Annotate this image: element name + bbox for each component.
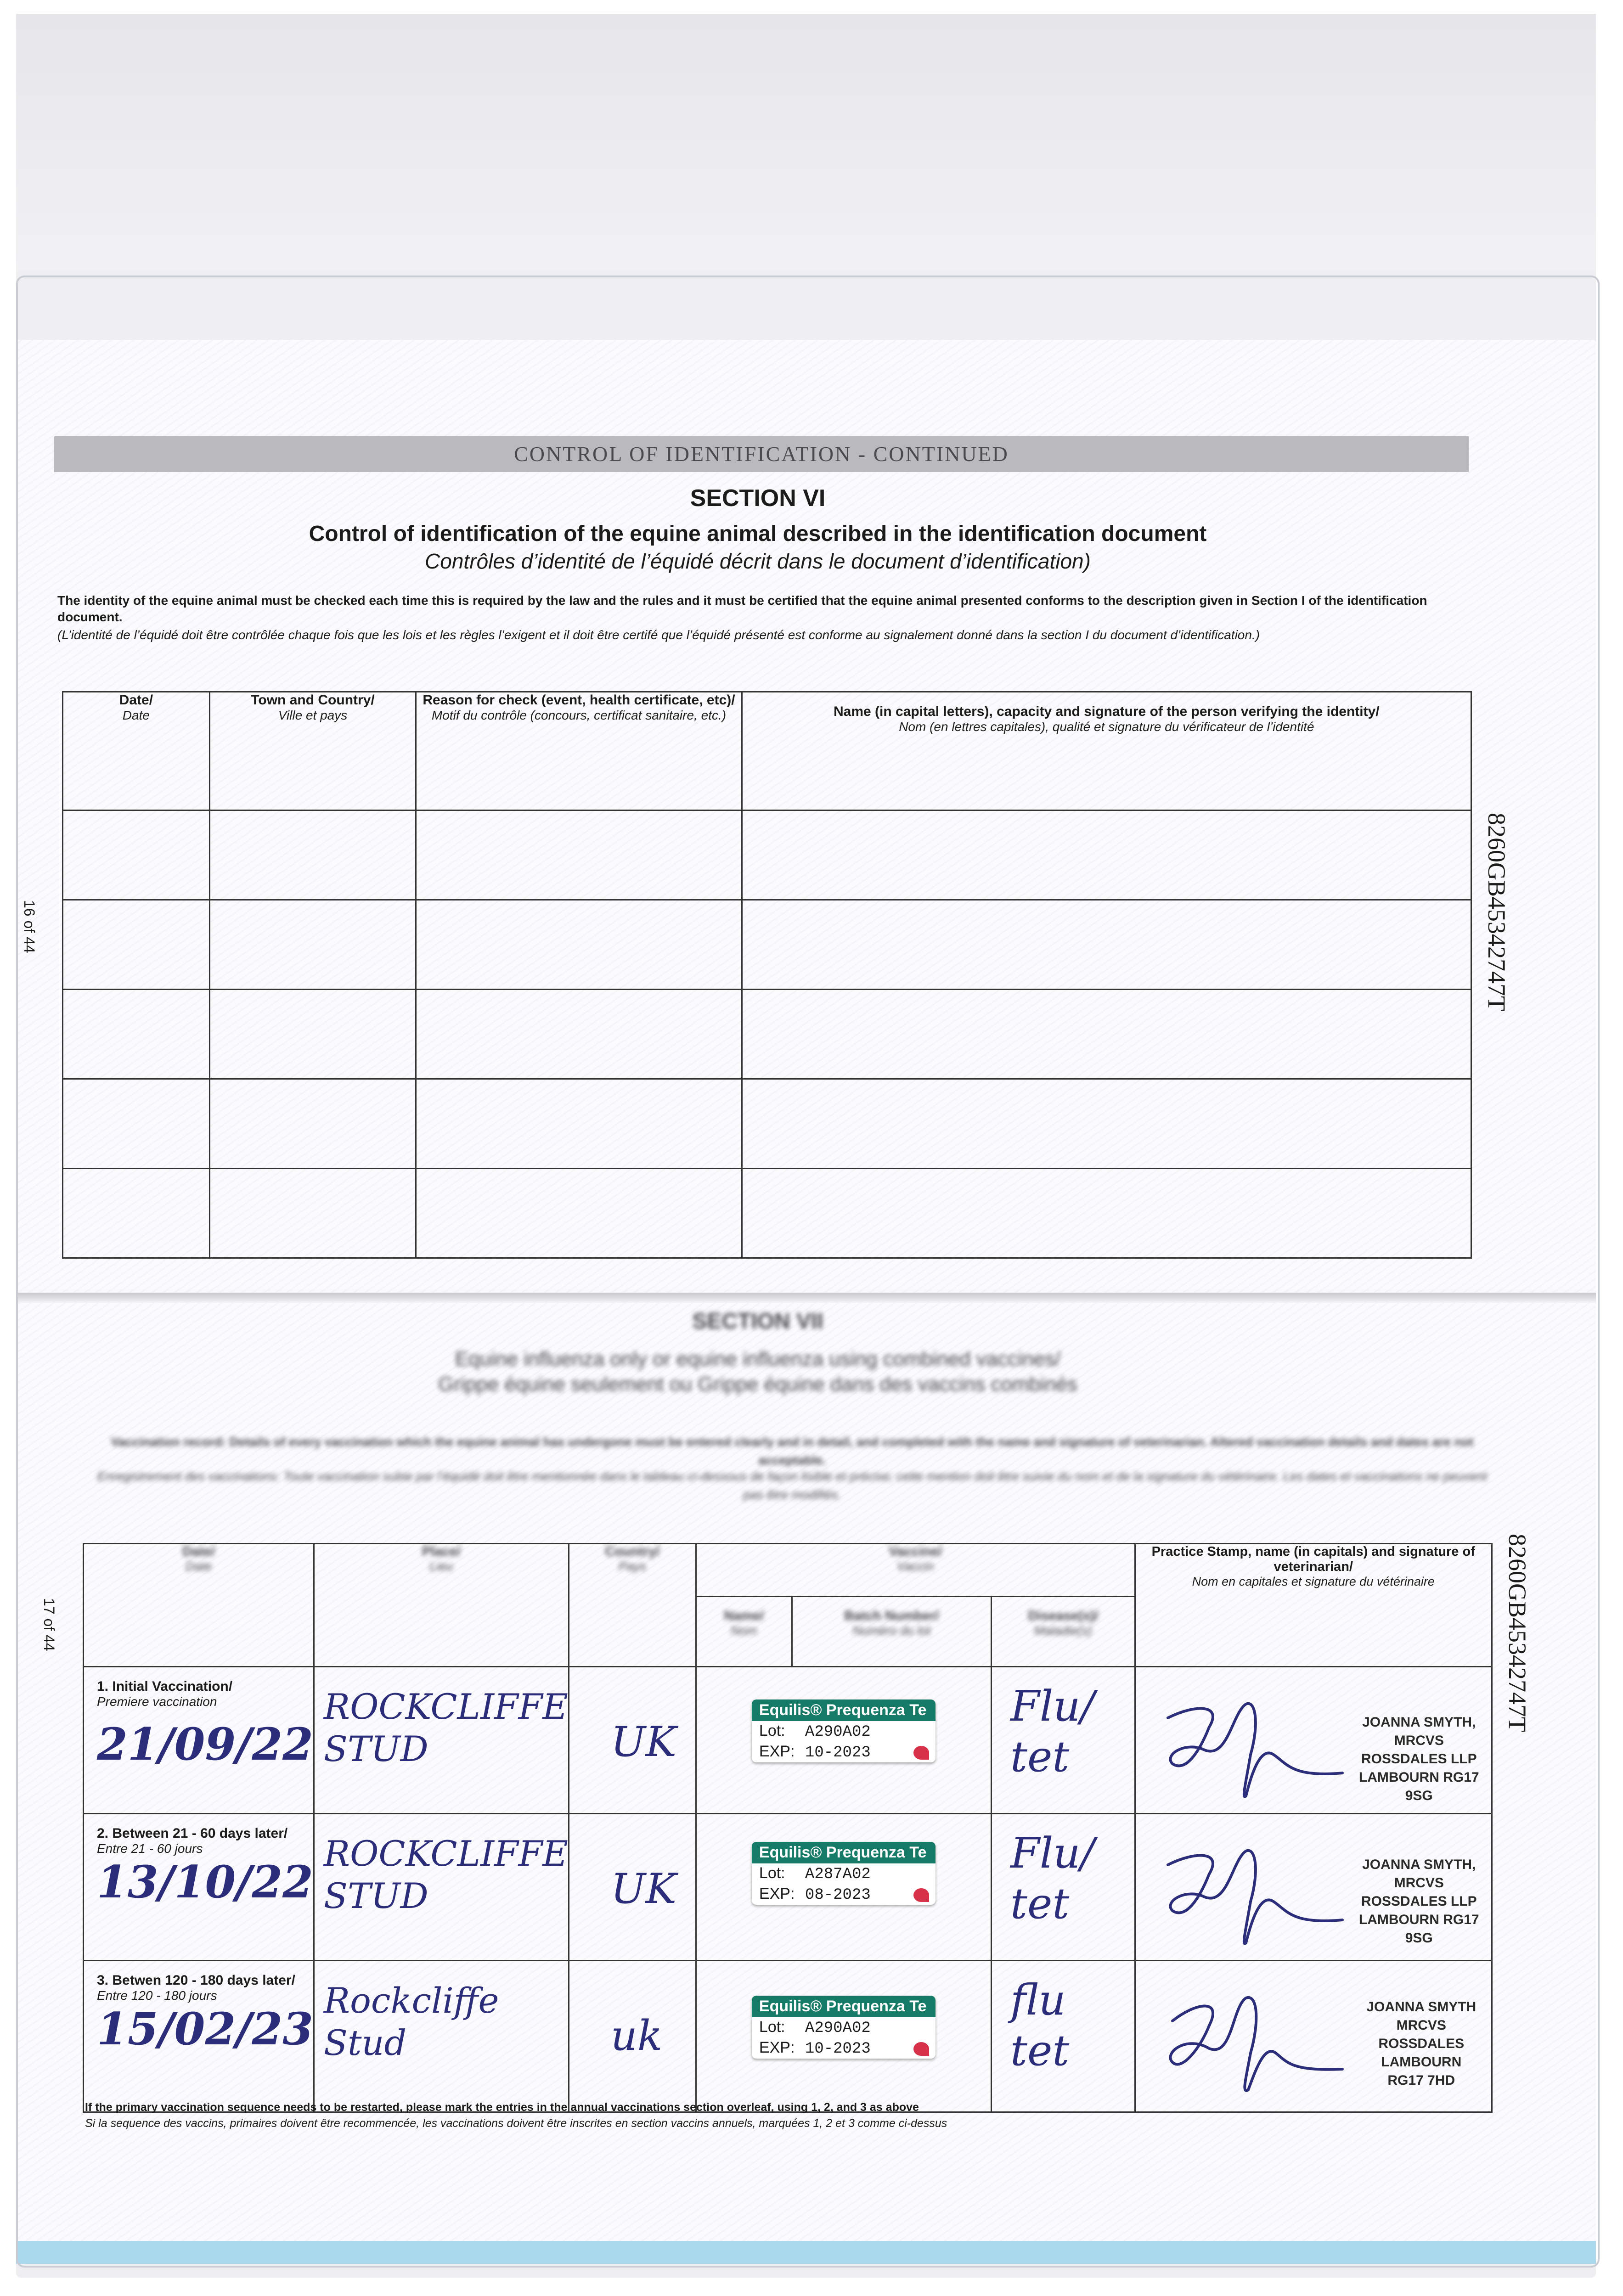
vaccine-label-cell — [696, 1814, 991, 1961]
vaccine-label-cell — [696, 1961, 991, 2112]
vaccination-country: uk — [610, 2012, 663, 2060]
vet-stamp: JOANNA SMYTH, MRCVS ROSSDALES LLP LAMBOURN RG17 9SG — [1358, 1857, 1479, 1946]
vet-stamp: JOANNA SMYTH MRCVS ROSSDALES LAMBOURN RG17 7HD — [1366, 1999, 1476, 2088]
passport-number-top: 8260GB45342747T — [1483, 813, 1510, 1011]
col-batch: Batch Number/ Numéro du lot — [792, 1597, 991, 1667]
section7-intro-en: Vaccination record: Details of every vaccination which the equine animal has undergone must be entered clearly and in detail, and completed with the name and signature of veterinarian. Altered vaccination details and dates are not acceptable. — [111, 1435, 1474, 1467]
place-cell — [314, 1814, 569, 1961]
vaccination-table — [83, 1543, 1493, 2113]
disease-cell — [992, 1814, 1135, 1961]
passport-number-bottom: 8260GB45342747T — [1504, 1534, 1531, 1732]
disease-cell — [992, 1667, 1135, 1814]
disease-text: flu tet — [1010, 1975, 1070, 2075]
batch-lot: A287A02 — [805, 1866, 871, 1883]
col-verifier: Name (in capital letters), capacity and signature of the person verifying the identity/ Nom (en lettres capitales), qualité et signature du vérificateur de l’identité — [742, 692, 1471, 810]
vaccination-row-1 — [84, 1667, 1492, 1814]
vet-signature — [1154, 1980, 1347, 2099]
col-reason: Reason for check (event, health certificate, etc)/ Motif du contrôle (concours, certificat sanitaire, etc.) — [416, 692, 742, 810]
disease-text: Flu/ tet — [1010, 1829, 1095, 1928]
section7-intro-fr: Enregistrement des vaccinations: Toute vaccination subie par l’équidé doit être mentionnée dans le tableau ci-dessous de façon lisible et précise; cette mention doit être suivie du nom et de la signature du vétérinaire. Les dates et vaccinations ne peuvent pas être modifiés. — [97, 1469, 1488, 1502]
country-cell — [569, 1667, 696, 1814]
row-label: 2. Between 21 - 60 days later/ Entre 21 - 60 jours 13/10/22 — [84, 1814, 314, 1961]
col-country: Country/ Pays — [569, 1544, 696, 1667]
col-disease: Disease(s)/ Maladie(s) — [992, 1597, 1135, 1667]
country-cell — [569, 1814, 696, 1961]
vaccination-date: 21/09/22 — [97, 1718, 313, 1770]
footnote-fr: Si la sequence des vaccins, primaires doivent être recommencée, les vaccinations doivent être inscrites en section vaccins annuels, marquées 1, 2 et 3 comme ci-dessus — [85, 2117, 947, 2130]
col-town-country: Town and Country/ Ville et pays — [209, 692, 416, 810]
vet-stamp: JOANNA SMYTH, MRCVS ROSSDALES LLP LAMBOURN RG17 9SG — [1358, 1715, 1479, 1803]
vaccination-date: 13/10/22 — [97, 1856, 313, 1908]
section7-title: SECTION VII — [692, 1309, 823, 1334]
col-vaccine: Vaccine/ Vaccin — [696, 1544, 1135, 1597]
col-place: Place/ Lieu — [314, 1544, 569, 1667]
vaccine-brand: Equilis® Prequenza Te — [752, 1996, 935, 2017]
vaccination-row-3 — [84, 1961, 1492, 2112]
scan-top-shadow — [16, 14, 1596, 271]
col-date: Date/ Date — [84, 1544, 314, 1667]
vaccine-brand: Equilis® Prequenza Te — [752, 1699, 935, 1721]
country-cell — [569, 1961, 696, 2112]
vaccine-sticker: Equilis® Prequenza Te Lot: A290A02 EXP: 10-2023 — [752, 1699, 935, 1762]
batch-expiry: 10-2023 — [805, 2040, 871, 2058]
row-label: 3. Betwen 120 - 180 days later/ Entre 120 - 180 jours 15/02/23 — [84, 1961, 314, 2112]
place-cell — [314, 1667, 569, 1814]
table-row — [63, 900, 1471, 990]
vaccination-place: ROCKCLIFFE STUD — [323, 1833, 568, 1916]
vaccination-date: 15/02/23 — [97, 2003, 313, 2055]
col-vet: Practice Stamp, name (in capitals) and signature of veterinarian/ Nom en capitales et signature du vétérinaire — [1135, 1544, 1492, 1667]
row-label: 1. Initial Vaccination/ Premiere vaccination 21/09/22 — [84, 1667, 314, 1814]
sticker-tab — [913, 2042, 929, 2056]
col-date: Date/ Date — [63, 692, 210, 810]
section7-subtitle-fr: Grippe équine seulement ou Grippe équine dans des vaccins combinés — [438, 1373, 1077, 1396]
vet-signature — [1154, 1833, 1347, 1952]
table-row — [63, 1169, 1471, 1258]
section-banner: CONTROL OF IDENTIFICATION - CONTINUED — [54, 436, 1469, 472]
vet-cell — [1135, 1667, 1492, 1814]
vaccination-country: UK — [610, 1865, 676, 1913]
vaccination-row-2 — [84, 1814, 1492, 1961]
vaccine-label-cell — [696, 1667, 991, 1814]
vet-cell — [1135, 1961, 1492, 2112]
section6-intro-en: The identity of the equine animal must be checked each time this is required by the law and the rules and it must be certified that the equine animal presented conforms to the description given in Section I of the identification document. — [57, 593, 1427, 624]
vet-signature — [1154, 1686, 1347, 1805]
sticker-tab — [913, 1746, 929, 1760]
section6-subtitle-en: Control of identification of the equine animal described in the identification document — [309, 522, 1207, 546]
vaccination-place: Rockcliffe Stud — [323, 1980, 499, 2063]
place-cell — [314, 1961, 569, 2112]
section6-subtitle-fr: Contrôles d’identité de l’équidé décrit dans le document d’identification) — [425, 549, 1091, 573]
sticker-tab — [913, 1888, 929, 1902]
batch-expiry: 10-2023 — [805, 1744, 871, 1761]
section7-subtitle-en: Equine influenza only or equine influenza using combined vaccines/ — [455, 1348, 1061, 1370]
page-number-16: 16 of 44 — [21, 900, 38, 953]
section6-intro-fr: (L’identité de l’équidé doit être contrôlée chaque fois que les lois et les règles l’exigent et il doit être certifé que l’équidé présenté est conforme au signalement donné dans la section I du document d’identification.) — [57, 628, 1260, 642]
batch-lot: A290A02 — [805, 1723, 871, 1741]
identity-check-table — [62, 691, 1472, 1259]
vaccine-sticker: Equilis® Prequenza Te Lot: A290A02 EXP: 10-2023 — [752, 1996, 935, 2059]
footnote-en: If the primary vaccination sequence needs to be restarted, please mark the entries in the annual vaccinations section overleaf, using 1, 2, and 3 as above — [85, 2101, 919, 2114]
table-row — [63, 990, 1471, 1079]
table-row — [63, 810, 1471, 900]
disease-cell — [992, 1961, 1135, 2112]
batch-lot: A290A02 — [805, 2020, 871, 2037]
disease-text: Flu/ tet — [1010, 1682, 1095, 1781]
col-vaccine-name: Name/ Nom — [696, 1597, 792, 1667]
vaccine-sticker: Equilis® Prequenza Te Lot: A287A02 EXP: 08-2023 — [752, 1842, 935, 1905]
vaccination-place: ROCKCLIFFE STUD — [323, 1686, 568, 1769]
page-number-17: 17 of 44 — [41, 1598, 57, 1651]
vaccine-brand: Equilis® Prequenza Te — [752, 1842, 935, 1863]
section6-title: SECTION VI — [690, 485, 826, 512]
vaccination-country: UK — [610, 1718, 676, 1766]
vet-cell — [1135, 1814, 1492, 1961]
batch-expiry: 08-2023 — [805, 1886, 871, 1904]
table-row — [63, 1079, 1471, 1169]
